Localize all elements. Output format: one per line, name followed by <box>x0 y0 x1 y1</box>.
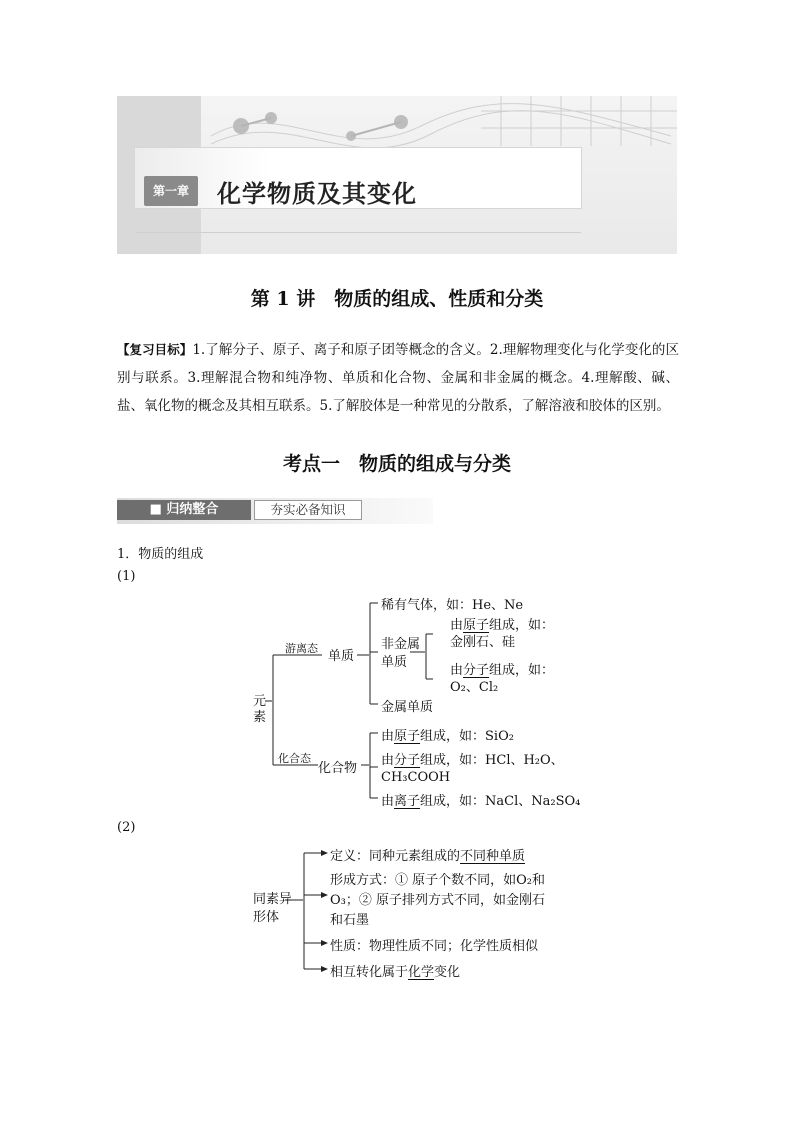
rare-gas: 稀有气体，如：He、Ne <box>381 598 524 613</box>
allotrope-formation: 形成方式：① 原子个数不同，如O₂和 O₃；② 原子排列方式不同，如金刚石 和石墨 <box>330 873 546 928</box>
compound-ion-key: 离子 <box>394 794 421 809</box>
state-combined: 化合态 <box>278 752 311 765</box>
compound-atom-key: 原子 <box>394 729 421 744</box>
state-free: 游离态 <box>285 642 318 655</box>
compound-atom: 由原子组成，如：SiO₂ <box>381 729 514 744</box>
section-label: ■ 归纳整合 <box>149 502 219 517</box>
topic-title: 考点一 物质的组成与分类 <box>282 453 511 475</box>
chapter-tag: 第一章 <box>144 176 198 206</box>
nonmetal-simple <box>381 636 420 672</box>
root-char-2: 素 <box>253 710 267 725</box>
compound-molecule: 由分子组成，如：HCl、H₂O、 CH₃COOH <box>381 753 564 785</box>
compound-molecule-example: CH₃COOH <box>381 770 451 785</box>
definition-key: 不同种单质 <box>460 849 526 864</box>
allotrope-properties: 性质：物理性质不同；化学性质相似 <box>330 939 539 954</box>
molecule-key: 分子 <box>463 663 490 678</box>
section-subtitle: 夯实必备知识 <box>254 500 362 520</box>
molecule-composed: 由分子组成，如： O₂、Cl₂ <box>450 663 555 695</box>
review-goals-tag: 【复习目标】 <box>117 342 193 357</box>
atom-key: 原子 <box>463 618 490 633</box>
simple-substance: 单质 <box>328 649 355 664</box>
nonmetal-line2: 单质 <box>381 655 408 670</box>
metal-simple: 金属单质 <box>381 700 434 715</box>
point-heading: 1．物质的组成 <box>117 547 204 562</box>
conversion-key: 化学 <box>408 965 435 980</box>
allotrope-definition: 定义：同种元素组成的不同种单质 <box>330 849 526 864</box>
compound-molecule-key: 分子 <box>394 753 421 768</box>
compound-ion: 由离子组成，如：NaCl、Na₂SO₄ <box>381 794 581 809</box>
allotrope-conversion: 相互转化属于化学变化 <box>330 965 461 980</box>
atom-example: 金刚石、硅 <box>450 635 516 650</box>
chapter-title: 化学物质及其变化 <box>217 180 417 208</box>
allotrope-root: 同素异 形体 <box>253 892 293 925</box>
diagram1-root <box>253 694 266 726</box>
diagram2-marker: (2) <box>117 820 136 835</box>
nonmetal-line1: 非金属 <box>381 637 421 652</box>
compound: 化合物 <box>318 761 358 776</box>
review-goals-text: 1.了解分子、原子、离子和原子团等概念的含义。2.理解物理变化与化学变化的区别与联系。3.理解混合物和纯净物、单质和化合物、金属和非金属的概念。4.理解酸、碱、盐、氧化物的概念及其相互联系。5.了解胶体是一种常见的分散系，了解溶液和胶体的区别。 <box>117 342 679 414</box>
root-char-1: 元 <box>253 694 267 709</box>
lecture-title: 第 1 讲 物质的组成、性质和分类 <box>250 288 544 310</box>
atom-composed: 由原子组成，如： 金刚石、硅 <box>450 618 555 650</box>
diagram1-marker: (1) <box>117 569 136 584</box>
molecule-example: O₂、Cl₂ <box>450 680 499 695</box>
